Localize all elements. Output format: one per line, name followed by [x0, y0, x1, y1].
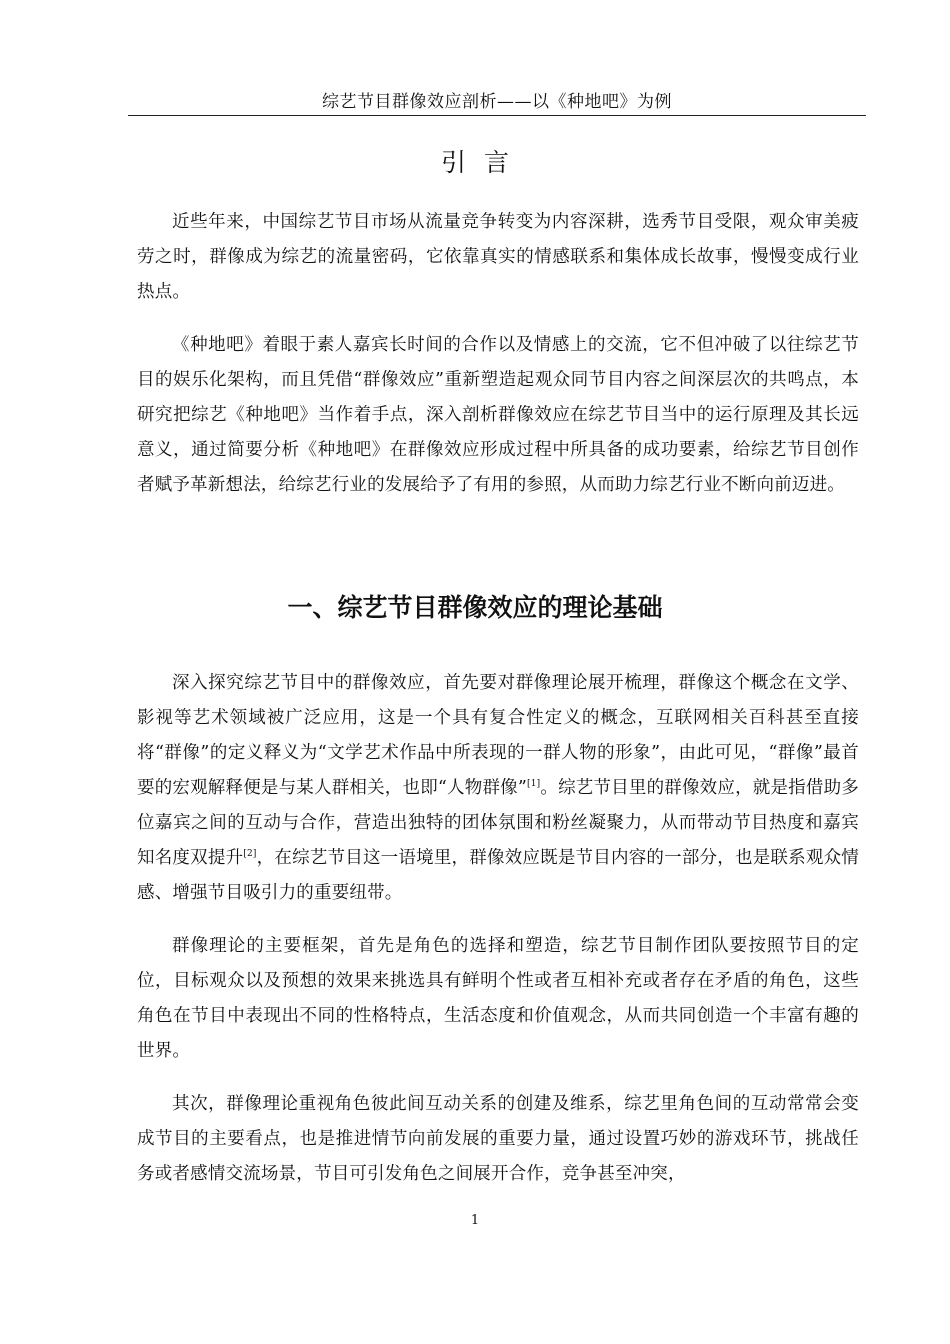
paragraph-text: 深入探究综艺节目中的群像效应，首先要对群像理论展开梳理，群像这个概念在文学、影视等艺术领域被广泛应用，这是一个具有复合性定义的概念，互联网相关百科甚至直接将“群像”的定义释义为“文学艺术作品中所表现的一群人物的形象”，由此可见，“群像”最首要的宏观解释便是与某人群相关，也即“人物群像” [137, 673, 859, 798]
citation-ref: [1] [527, 779, 541, 790]
running-header: 综艺节目群像效应剖析——以《种地吧》为例 [322, 92, 672, 112]
intro-paragraph-1: 近些年来，中国综艺节目市场从流量竞争转变为内容深耕，选秀节目受限，观众审美疲劳之时，群像成为综艺的流量密码，它依靠真实的情感联系和集体成长故事，慢慢变成行业热点。 [137, 212, 859, 302]
page-number: 1 [470, 1213, 480, 1228]
section-paragraph-3: 其次，群像理论重视角色彼此间互动关系的创建及维系，综艺里角色间的互动常常会变成节目的主要看点，也是推进情节向前发展的重要力量，通过设置巧妙的游戏环节，挑战任务或者感情交流场景，节目可引发角色之间展开合作，竞争甚至冲突， [137, 1094, 859, 1184]
section-title: 一、综艺节目群像效应的理论基础 [287, 593, 663, 622]
paragraph-text: ，在综艺节目这一语境里，群像效应既是节目内容的一部分，也是联系观众情感、增强节目吸引力的重要纽带。 [137, 848, 859, 903]
citation-ref: [2] [243, 849, 257, 860]
section-paragraph-1 [137, 666, 859, 911]
intro-paragraph-2: 《种地吧》着眼于素人嘉宾长时间的合作以及情感上的交流，它不但冲破了以往综艺节目的娱乐化架构，而且凭借“群像效应”重新塑造起观众同节目内容之间深层次的共鸣点，本研究把综艺《种地吧》当作着手点，深入剖析群像效应在综艺节目当中的运行原理及其长远意义，通过简要分析《种地吧》在群像效应形成过程中所具备的成功要素，给综艺节目创作者赋予革新想法，给综艺行业的发展给予了有用的参照，从而助力综艺行业不断向前迈进。 [137, 335, 859, 495]
section-paragraph-2: 群像理论的主要框架，首先是角色的选择和塑造，综艺节目制作团队要按照节目的定位，目标观众以及预想的效果来挑选具有鲜明个性或者互相补充或者存在矛盾的角色，这些角色在节目中表现出不同的性格特点，生活态度和价值观念，从而共同创造一个丰富有趣的世界。 [137, 936, 859, 1061]
paragraph-text: 。综艺节目里的群像效应，就是指借助多位嘉宾之间的互动与合作，营造出独特的团体氛围和粉丝凝聚力，从而带动节目热度和嘉宾知名度双提升 [137, 778, 859, 868]
intro-title: 引言 [440, 148, 527, 177]
header-rule [128, 115, 866, 116]
